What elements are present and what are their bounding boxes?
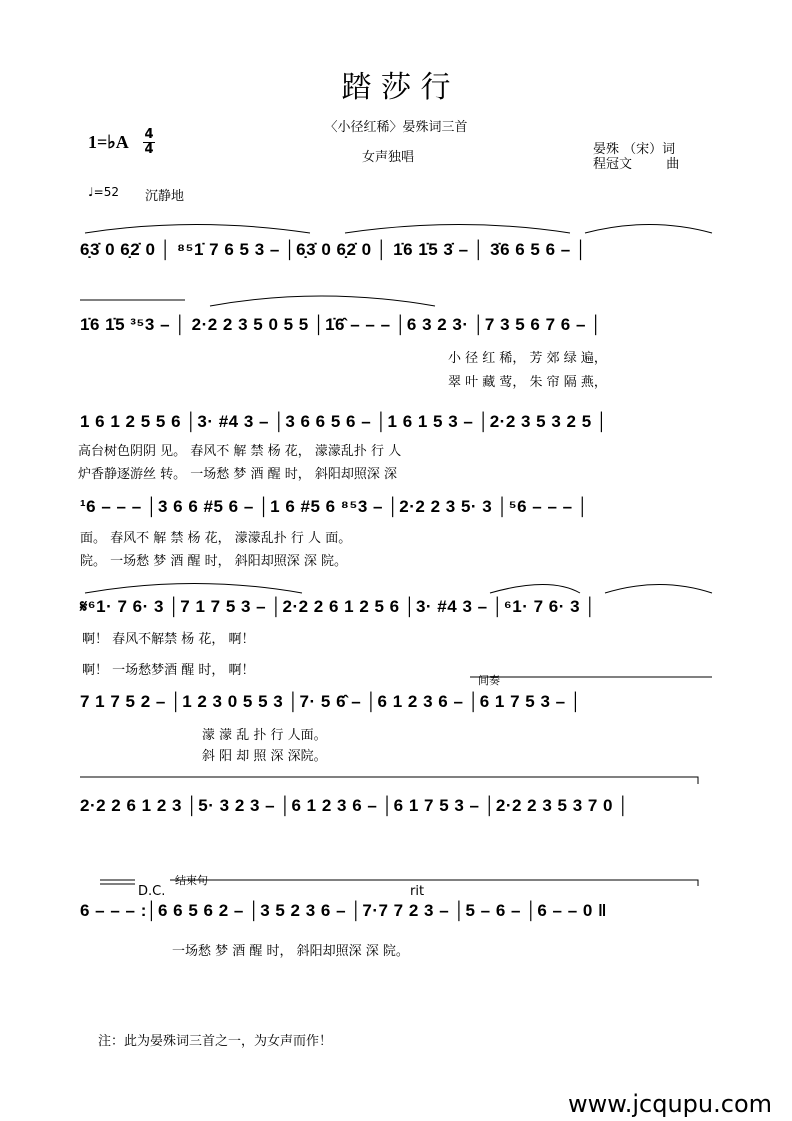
lyrics-row-3-verse-2: 炉香静逐游丝 转。 一场愁 梦 酒 醒 时， 斜阳却照深 深 bbox=[78, 467, 398, 482]
lyricist-credit: 晏殊 （宋）词 bbox=[593, 142, 676, 157]
lyrics-row-2-verse-1: 小 径 红 稀， 芳 郊 绿 遍， bbox=[448, 351, 607, 366]
rit-mark: rit bbox=[410, 884, 425, 899]
coda-label: 结束句 bbox=[175, 874, 208, 887]
notation-row-5: 𝄋⁶1· 7 6· 3 │7 1 7 5 3 – │2·2 2 6 1 2 5 6 │3· #4 3 – │⁶1· 7 6· 3 │ bbox=[80, 597, 597, 616]
lyrics-row-6-verse-2: 斜 阳 却 照 深 深院。 bbox=[202, 749, 327, 764]
lyrics-row-3-verse-1: 高台树色阴阴 见。 春风不 解 禁 杨 花， 濛濛乱扑 行 人 bbox=[78, 444, 402, 459]
lyrics-row-6-verse-1: 濛 濛 乱 扑 行 人面。 bbox=[202, 728, 327, 743]
interlude-mark: 间奏 bbox=[478, 674, 500, 687]
notation-row-3: 1 6 1 2 5 5 6 │3· #4 3 – │3 6 6 5 6 – │1 6 1 5 3 – │2·2 3 5 3 2 5 │ bbox=[80, 412, 609, 431]
tempo-mark: ♩=52 bbox=[88, 185, 119, 199]
notation-row-6: 7 1 7 5 2 – │1 2 3 0 5 5 3 │7· 5 6̂ – │6 1 2 3 6 – │6 1 7 5 3 – │ bbox=[80, 692, 582, 711]
time-sig-top: 4 bbox=[144, 127, 154, 142]
slur-arcs-row2 bbox=[80, 292, 720, 312]
lyrics-row-5-verse-2: 啊！ 一场愁梦酒 醒 时， 啊！ bbox=[82, 663, 255, 678]
lyrics-row-4-verse-1: 面。 春风不 解 禁 杨 花， 濛濛乱扑 行 人 面。 bbox=[80, 531, 352, 546]
time-sig-bottom: 4 bbox=[144, 142, 154, 157]
time-signature bbox=[143, 128, 155, 157]
notation-row-1: 6̣3̇ 0 6̣2̇ 0 │ ⁸⁵1̇ 7 6 5 3 – │6̣3̇ 0 6̣2̇ 0 │ 1̇6 1̇5 3̇ – │ 3̇6 6 5 6 – │ bbox=[80, 240, 588, 259]
slur-arcs-row6 bbox=[80, 672, 720, 692]
slur-arcs-row7 bbox=[80, 772, 720, 792]
notation-row-7: 2·2 2 6 1 2 3 │5· 3 2 3 – │6 1 2 3 6 – │6 1 7 5 3 – │2·2 2 3 5 3 7 0 │ bbox=[80, 796, 630, 815]
composer-credit: 程冠文 曲 bbox=[593, 157, 680, 172]
footnote: 注：此为晏殊词三首之一，为女声而作！ bbox=[98, 1034, 333, 1049]
lyrics-row-8: 一场愁 梦 酒 醒 时， 斜阳却照深 深 院。 bbox=[172, 944, 409, 959]
song-subtitle: 〈小径红稀〉晏殊词三首 bbox=[324, 120, 468, 135]
notation-row-2: 1̇6 1̇5 ³⁵3 – │ 2·2 2 3 5 0 5 5 │1̇6̂ – – – │6 3 2 3· │7 3 5 6 7 6 – │ bbox=[80, 315, 603, 334]
slur-arcs-row5 bbox=[80, 578, 720, 598]
song-title: 踏 莎 行 bbox=[341, 70, 451, 105]
performance-type: 女声独唱 bbox=[362, 150, 415, 165]
lyrics-row-4-verse-2: 院。 一场愁 梦 酒 醒 时， 斜阳却照深 深 院。 bbox=[80, 554, 348, 569]
lyrics-row-5-verse-1: 啊！ 春风不解禁 杨 花， 啊！ bbox=[82, 632, 255, 647]
notation-row-8: 6 – – – :│6 6 5 6 2 – │3 5 2 3 6 – │7·7 7 2 3 – │5 – 6 – │6 – – 0 ‖ bbox=[80, 901, 608, 920]
notation-row-4: ¹6 – – – │3 6 6 #5 6 – │1 6 #5 6 ⁸⁵3 – │2·2 2 3 5· 3 │⁵6 – – – │ bbox=[80, 497, 589, 516]
lyrics-row-2-verse-2: 翠 叶 藏 莺， 朱 帘 隔 燕， bbox=[448, 375, 607, 390]
watermark: www.jcqupu.com bbox=[568, 1090, 772, 1118]
slur-arcs-row8 bbox=[80, 872, 720, 896]
expression-mark: 沉静地 bbox=[145, 189, 185, 204]
slur-arcs-row1 bbox=[80, 218, 720, 238]
key-signature: 1=♭A bbox=[88, 132, 129, 152]
dc-mark: D.C. bbox=[138, 884, 166, 899]
